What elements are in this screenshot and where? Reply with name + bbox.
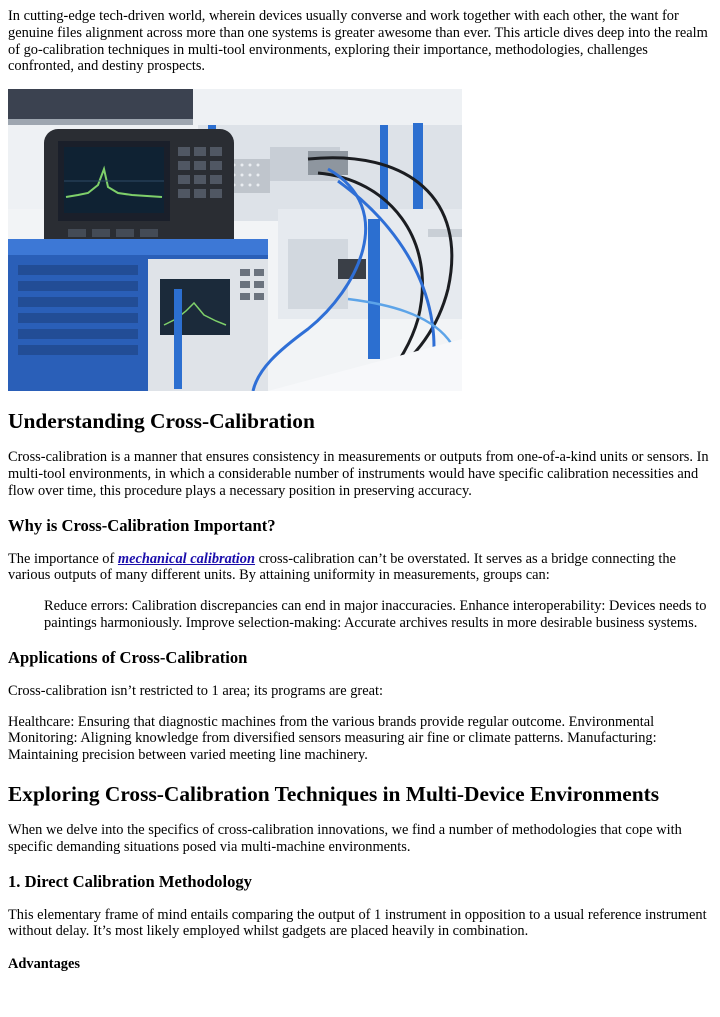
benefits-quote: Reduce errors: Calibration discrepancies can end in major inaccuracies. Enhance interoperability: Devices needs to paintings harmoniously. Improve selection-making: Accurate archives results in more desirable business systems. (44, 598, 707, 631)
why-paragraph (8, 551, 712, 585)
why-text-after: cross-calibration can’t be overstated. It serves as a bridge connecting the various outputs of many different units. By attaining uniformity in measurements, groups can: (8, 550, 676, 584)
hero-image-calibration-equipment (8, 89, 462, 391)
exploring-paragraph: When we delve into the specifics of cross-calibration innovations, we find a number of methodologies that cope with specific demanding situations posed via multi-machine environments. (8, 821, 682, 855)
why-text-before: The importance of (8, 550, 118, 567)
intro-paragraph: In cutting-edge tech-driven world, wherein devices usually converse and work together with each other, the want for genuine files alignment across more than one systems is greater awesome than ever. This article dives deep into the realm of go-calibration techniques in multi-tool environments, exploring their importance, methodologies, challenges confronted, and destiny prospects. (8, 8, 708, 75)
heading-advantages: Advantages (8, 956, 80, 973)
understanding-paragraph: Cross-calibration is a manner that ensures consistency in measurements or outputs from one-of-a-kind units or sensors. In multi-tool environments, in which a considerable number of instruments would have specific calibration necessities and flow over time, this procedure plays a necessary position in preserving accuracy. (8, 449, 709, 499)
heading-direct-calibration: 1. Direct Calibration Methodology (8, 871, 252, 891)
applications-list-paragraph: Healthcare: Ensuring that diagnostic machines from the various brands provide regular outcome. Environmental Monitoring: Aligning knowledge from diversified sensors measuring air fine or climate patterns. Manufacturing: Maintaining precision between varied meeting line machinery. (8, 713, 657, 764)
heading-applications: Applications of Cross-Calibration (8, 647, 248, 667)
heading-understanding: Understanding Cross-Calibration (8, 409, 315, 434)
mechanical-calibration-link[interactable]: mechanical calibration (117, 550, 256, 567)
direct-calibration-paragraph: This elementary frame of mind entails comparing the output of 1 instrument in opposition to a usual reference instrument without delay. It’s most likely employed whilst gadgets are placed heavily in combination. (8, 906, 707, 940)
heading-exploring: Exploring Cross-Calibration Techniques in Multi-Device Environments (8, 781, 660, 806)
heading-why-important: Why is Cross-Calibration Important? (8, 515, 276, 535)
applications-intro: Cross-calibration isn’t restricted to 1 area; its programs are great: (8, 682, 383, 699)
